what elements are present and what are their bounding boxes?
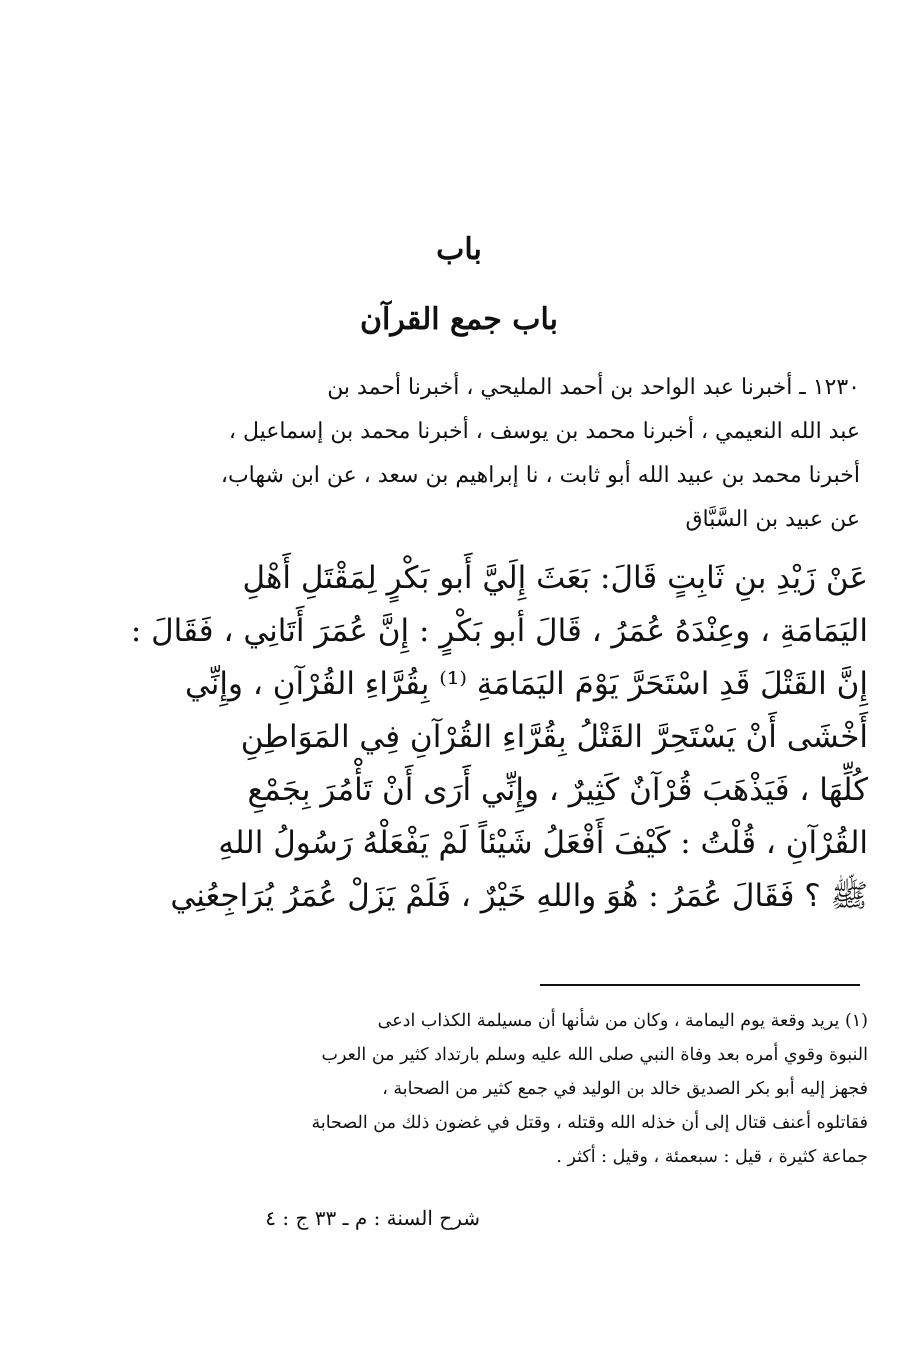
isnad-line: عن عبيد بن السَّبَّاق [685,507,860,532]
hadith-text [60,552,868,923]
hadith-line: اليَمَامَةِ ، وعِنْدَهُ عُمَرُ ، قَالَ أبو بَكْرٍ : إِنَّ عُمَرَ أَتَانِي ، فَقَالَ : [130,613,868,649]
footnote-line: فجهز إليه أبو بكر الصديق خالد بن الوليد في جمع كثير من الصحابة ، [382,1079,868,1099]
footnote-divider [540,984,860,986]
hadith-line: ﷺ ؟ فَقَالَ عُمَرُ : هُوَ واللهِ خَيْرٌ ، فَلَمْ يَزَلْ عُمَرُ يُرَاجِعُنِي [170,878,868,914]
footnote-line: فقاتلوه أعنف قتال إلى أن خذله الله وقتله ، وقتل في غضون ذلك من الصحابة [311,1113,868,1133]
footnote-line: النبوة وقوي أمره بعد وفاة النبي صلى الله عليه وسلم بارتداد كثير من العرب [321,1045,868,1065]
footnote-line: (١) يريد وقعة يوم اليمامة ، وكان من شأنها أن مسيلمة الكذاب ادعى [377,1011,868,1031]
isnad-line: عبد الله النعيمي ، أخبرنا محمد بن يوسف ، أخبرنا محمد بن إسماعيل ، [228,419,860,444]
section-title: باب جمع القرآن [359,302,559,337]
isnad-line: ١٢٣٠ ـ أخبرنا عبد الواحد بن أحمد المليحي ، أخبرنا أحمد بن [327,375,860,400]
chapter-heading: باب [436,232,482,267]
hadith-line: إِنَّ القَتْلَ قَدِ اسْتَحَرَّ يَوْمَ اليَمَامَةِ ⁽¹⁾ بِقُرَّاءِ القُرْآنِ ، وإِنِّي [184,666,868,702]
hadith-line: القُرْآنِ ، قُلْتُ : كَيْفَ أَفْعَلُ شَيْئاً لَمْ يَفْعَلْهُ رَسُولُ اللهِ [218,825,868,861]
footnote [60,1004,868,1174]
hadith-line: أَخْشَى أَنْ يَسْتَحِرَّ القَتْلُ بِقُرَّاءِ القُرْآنِ فِي المَوَاطِنِ [240,719,868,755]
source-reference: شرح السنة : م ـ ٣٣ ج : ٤ [265,1206,480,1230]
hadith-line: عَنْ زَيْدِ بنِ ثَابِتٍ قَالَ: بَعَثَ إِلَيَّ أَبو بَكْرٍ لِمَقْتَلِ أَهْلِ [242,560,868,596]
isnad-line: أخبرنا محمد بن عبيد الله أبو ثابت ، نا إبراهيم بن سعد ، عن ابن شهاب، [220,463,860,488]
isnad-paragraph [70,366,860,542]
footnote-line: جماعة كثيرة ، قيل : سبعمئة ، وقيل : أكثر . [556,1147,868,1167]
hadith-line: كُلِّهَا ، فَيَذْهَبَ قُرْآنٌ كَثِيرٌ ، وإِنِّي أَرَى أَنْ تَأْمُرَ بِجَمْعِ [247,772,868,808]
